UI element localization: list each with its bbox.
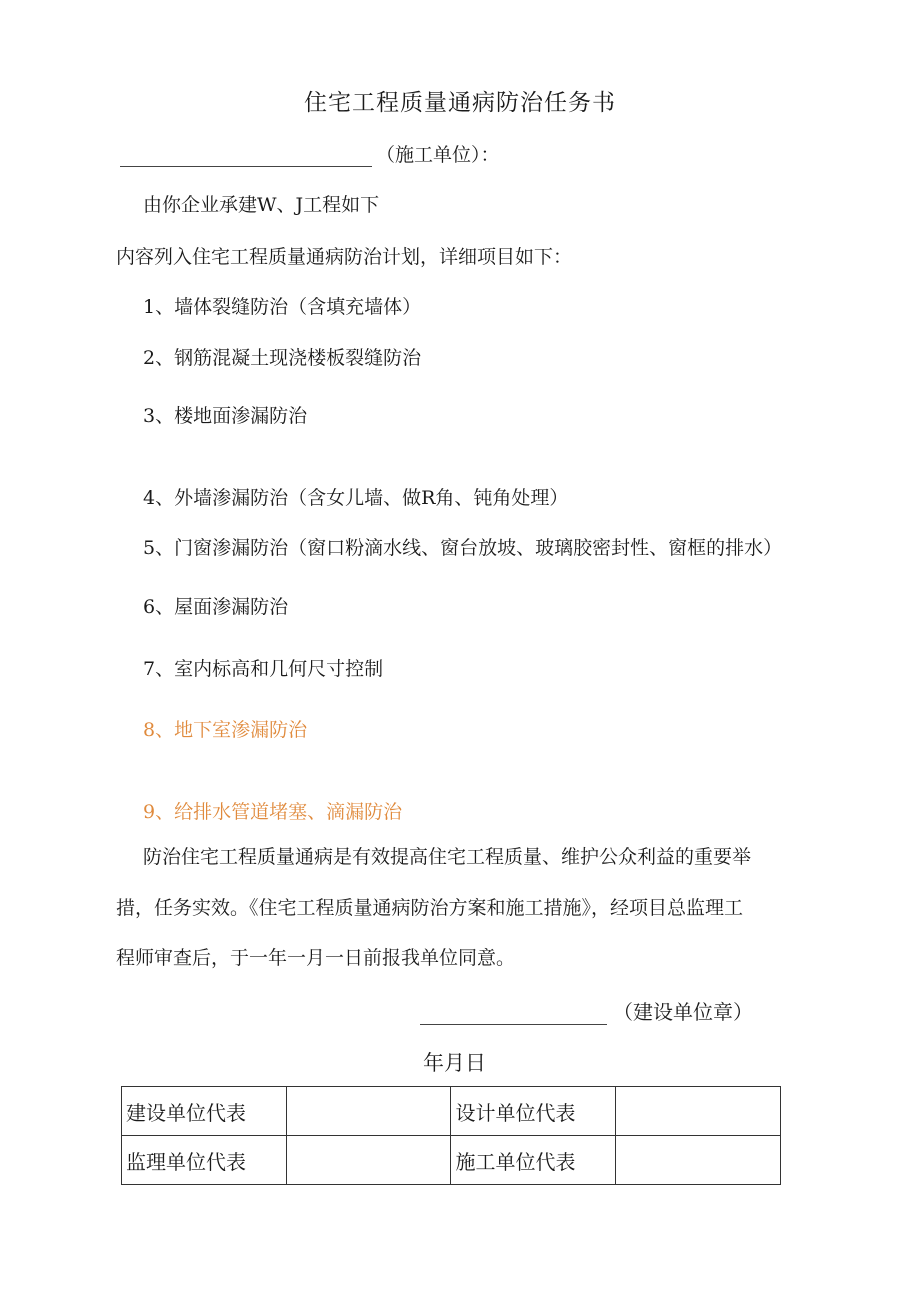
- stamp-label: （建设单位章）: [613, 1000, 753, 1024]
- list-item: 1、墙体裂缝防治（含填充墙体）: [143, 296, 422, 318]
- table-row: [122, 1087, 781, 1136]
- date-line: 年月日: [423, 1051, 486, 1075]
- body-paragraph-line-1: 防治住宅工程质量通病是有效提高住宅工程质量、维护公众利益的重要举: [143, 846, 752, 868]
- document-title: 住宅工程质量通病防治任务书: [304, 90, 616, 116]
- body-paragraph-line-3: 程师审查后，于一年一月一日前报我单位同意。: [116, 947, 516, 969]
- table-cell-label: 施工单位代表: [451, 1136, 616, 1185]
- intro-line-2: 内容列入住宅工程质量通病防治计划，详细项目如下：: [116, 246, 573, 268]
- list-item: 2、钢筋混凝土现浇楼板裂缝防治: [143, 347, 422, 369]
- list-item: 6、屋面渗漏防治: [143, 596, 289, 618]
- stamp-line: [420, 996, 753, 1025]
- list-item-highlighted: 9、给排水管道堵塞、滴漏防治: [143, 801, 403, 823]
- signature-field[interactable]: [286, 1136, 451, 1185]
- table-cell-label: 建设单位代表: [122, 1087, 287, 1136]
- addressee-blank: [120, 146, 372, 167]
- table-cell-label: 监理单位代表: [122, 1136, 287, 1185]
- signature-field[interactable]: [616, 1136, 781, 1185]
- table-row: [122, 1136, 781, 1185]
- list-item: 5、门窗渗漏防治（窗口粉滴水线、窗台放坡、玻璃胶密封性、窗框的排水）: [143, 537, 783, 559]
- stamp-blank: [420, 1000, 607, 1025]
- table-cell-label: 设计单位代表: [451, 1087, 616, 1136]
- addressee-suffix: （施工单位）：: [376, 144, 500, 166]
- list-item-highlighted: 8、地下室渗漏防治: [143, 719, 308, 741]
- list-item: 7、室内标高和几何尺寸控制: [143, 658, 384, 680]
- signature-field[interactable]: [286, 1087, 451, 1136]
- body-paragraph-line-2: 措，任务实效。《住宅工程质量通病防治方案和施工措施》，经项目总监理工: [116, 897, 744, 919]
- list-item: 4、外墙渗漏防治（含女儿墙、做R角、钝角处理）: [143, 487, 569, 509]
- list-item: 3、楼地面渗漏防治: [143, 405, 308, 427]
- signature-table: [121, 1086, 781, 1185]
- signature-field[interactable]: [616, 1087, 781, 1136]
- intro-line-1: 由你企业承建W、J工程如下: [143, 194, 380, 216]
- addressee-line: [120, 140, 500, 167]
